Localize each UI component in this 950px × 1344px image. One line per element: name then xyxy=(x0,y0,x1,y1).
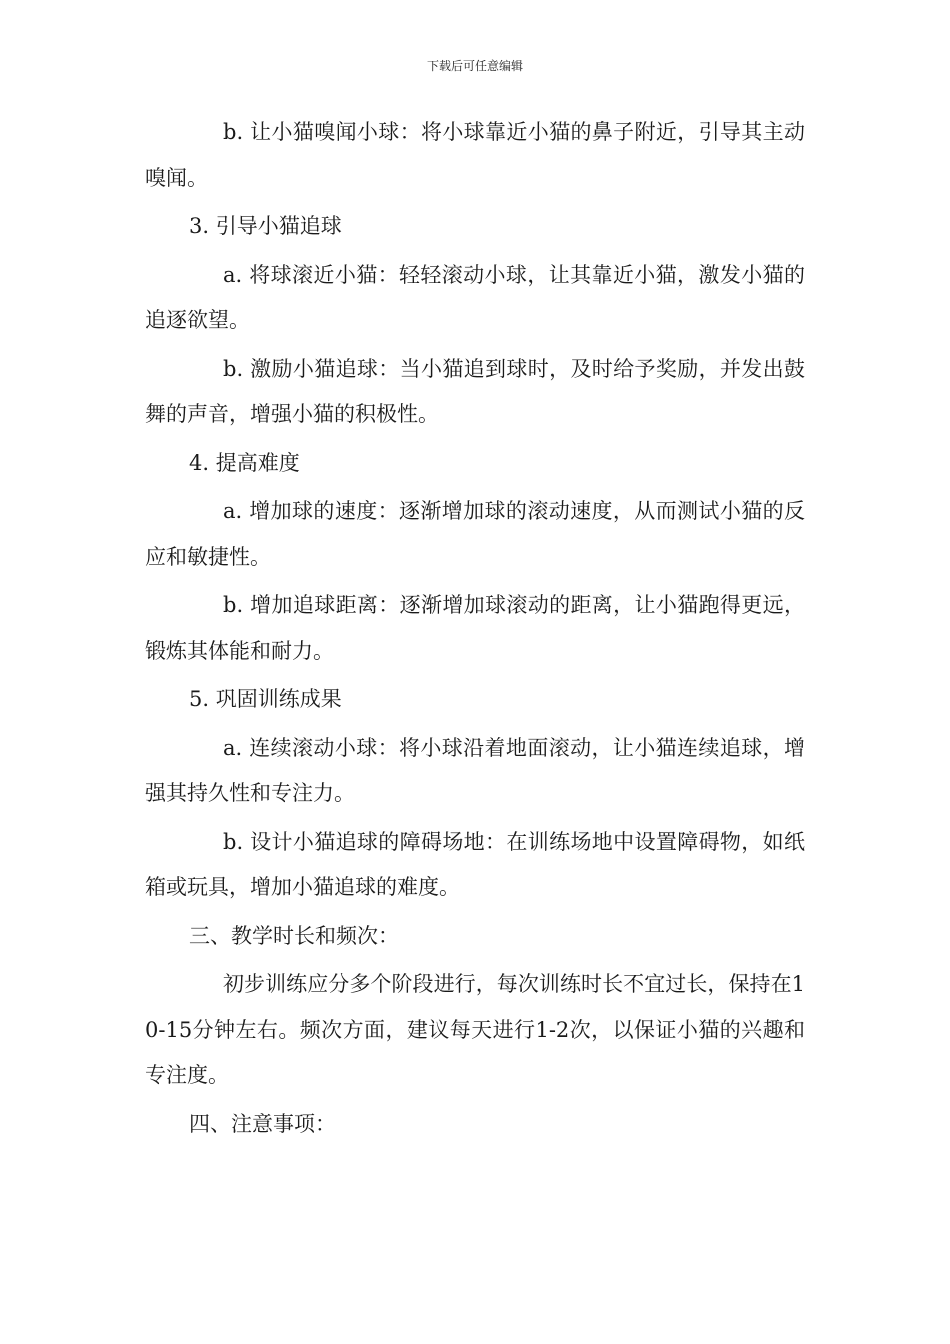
paragraph-step-3b: b. 激励小猫追球：当小猫追到球时，及时给予奖励，并发出鼓舞的声音，增强小猫的积极性。 xyxy=(145,356,805,426)
heading-step-5: 5. 巩固训练成果 xyxy=(189,687,342,711)
paragraph-step-4a: a. 增加球的速度：逐渐增加球的滚动速度，从而测试小猫的反应和敏捷性。 xyxy=(145,499,805,569)
paragraph-step-3a: a. 将球滚近小猫：轻轻滚动小球，让其靠近小猫，激发小猫的追逐欲望。 xyxy=(145,262,805,332)
paragraph-step-4b: b. 增加追球距离：逐渐增加球滚动的距离，让小猫跑得更远，锻炼其体能和耐力。 xyxy=(145,593,805,663)
paragraph-step-5b: b. 设计小猫追球的障碍场地：在训练场地中设置障碍物，如纸箱或玩具，增加小猫追球的难度。 xyxy=(145,829,805,899)
section-heading-duration: 三、教学时长和频次： xyxy=(189,923,399,948)
heading-step-3: 3. 引导小猫追球 xyxy=(189,214,342,238)
paragraph-duration: 初步训练应分多个阶段进行，每次训练时长不宜过长，保持在10-15分钟左右。频次方面，建议每天进行1-2次，以保证小猫的兴趣和专注度。 xyxy=(145,972,805,1087)
paragraph-step-5a: a. 连续滚动小球：将小球沿着地面滚动，让小猫连续追球，增强其持久性和专注力。 xyxy=(145,735,805,805)
heading-step-4: 4. 提高难度 xyxy=(189,450,300,475)
document-body xyxy=(145,110,805,1150)
page-header: 下载后可任意编辑 xyxy=(426,59,523,73)
section-heading-notes: 四、注意事项： xyxy=(189,1111,336,1136)
paragraph-step-2b: b. 让小猫嗅闻小球：将小球靠近小猫的鼻子附近，引导其主动嗅闻。 xyxy=(145,120,805,190)
